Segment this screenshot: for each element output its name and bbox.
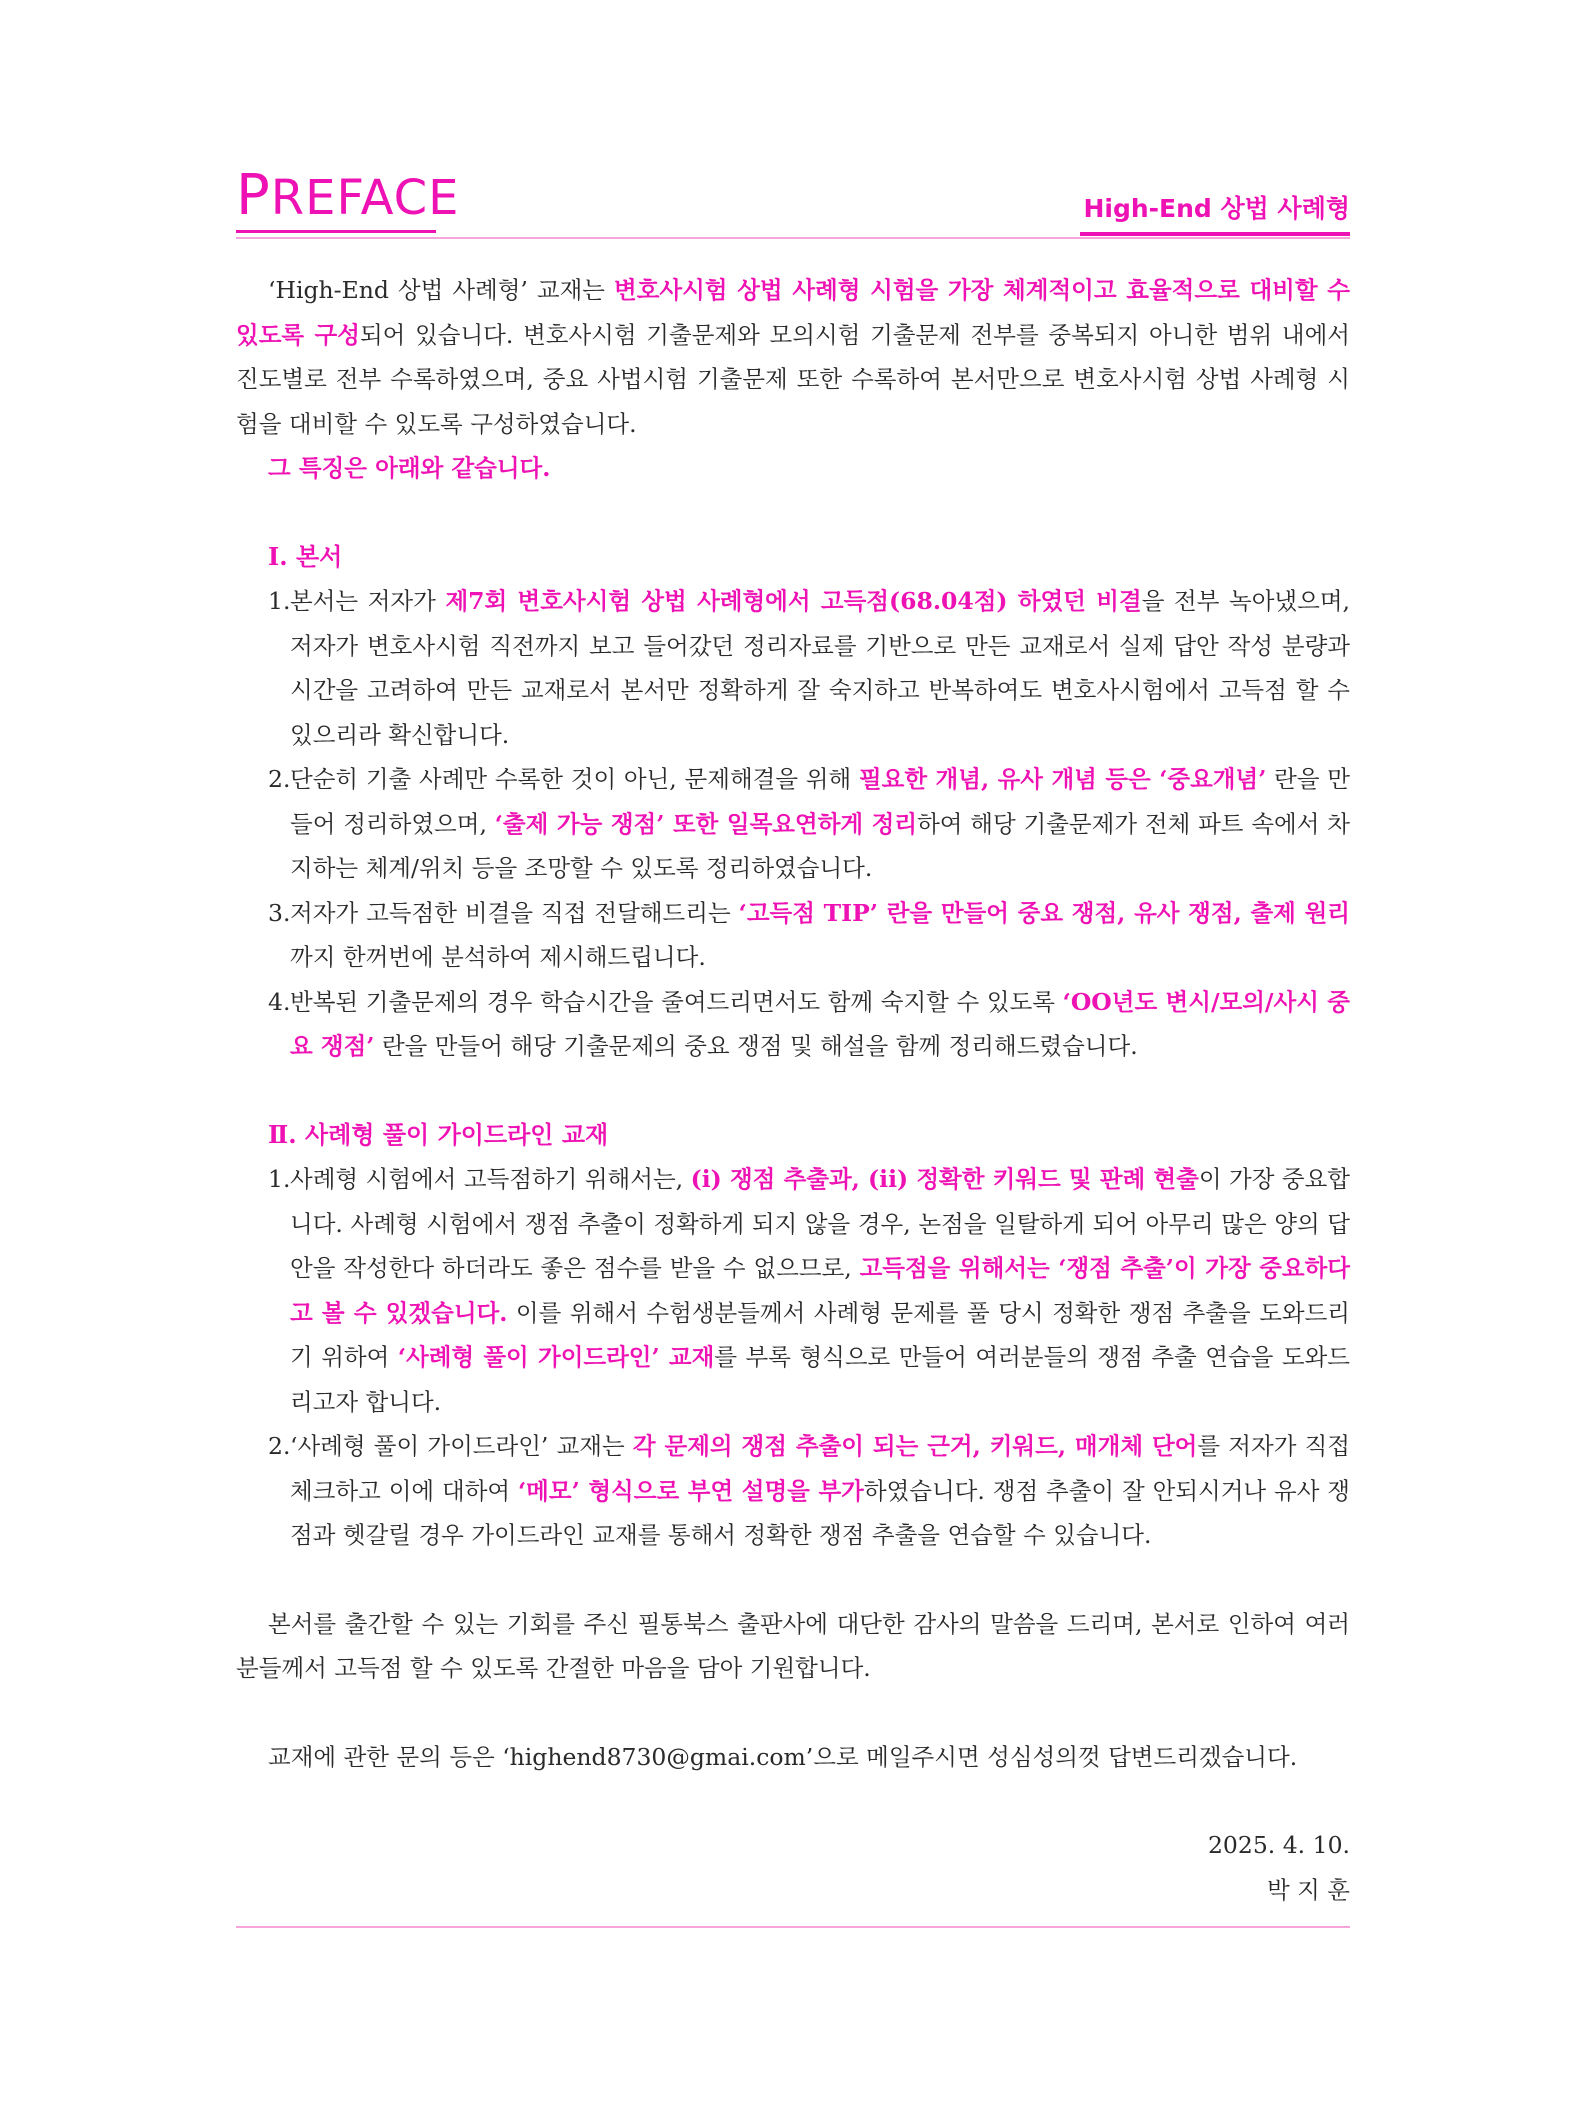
- item-text: 란을 만들어 해당 기출문제의 중요 쟁점 및 해설을 함께 정리해드렸습니다.: [374, 1032, 1138, 1060]
- preface-body: [236, 268, 1350, 1912]
- footer-divider: [236, 1926, 1350, 1928]
- item-text: 반복된 기출문제의 경우 학습시간을 줄여드리면서도 함께 숙지할 수 있도록: [290, 987, 1063, 1016]
- list-item: [236, 1424, 1350, 1558]
- spacer: [236, 491, 1350, 535]
- list-item: [236, 980, 1350, 1069]
- intro-highlight: 변호사시험 상법 사례형 시험을 가장 체계적이고 효율적으로 대비할 수 있도록 구성: [236, 276, 1350, 349]
- list-item: [236, 891, 1350, 980]
- item-highlight: ‘사례형 풀이 가이드라인’ 교재: [397, 1343, 715, 1371]
- list-item: [236, 579, 1350, 757]
- item-highlight: (i) 쟁점 추출과, (ii) 정확한 키워드 및 판례 현출: [690, 1165, 1199, 1193]
- item-number: 1.: [268, 587, 291, 615]
- page-title-initial: P: [236, 163, 271, 228]
- spacer: [236, 1558, 1350, 1602]
- item-number: 2.: [268, 765, 291, 793]
- item-text: 이 가장 중요합니다. 사례형 시험에서 쟁점 추출이 정확하게 되지 않을 경우, 논점을 일탈하게 되어 아무리 많은 양의 답안을 작성한다 하더라도 좋은 점수를 받을 수 없으므로,: [290, 1165, 1350, 1282]
- item-text: 까지 한꺼번에 분석하여 제시해드립니다.: [290, 943, 706, 971]
- item-number: 3.: [268, 898, 291, 927]
- item-highlight: 고득점을 위해서는 ‘쟁점 추출’이 가장 중요하다고 볼 수 있겠습니다.: [290, 1254, 1350, 1327]
- intro-text: ‘High-End 상법 사례형’ 교재는: [268, 276, 614, 304]
- item-text: 단순히 기출 사례만 수록한 것이 아닌, 문제해결을 위해: [290, 765, 859, 793]
- title-underline: [236, 230, 436, 233]
- intro-paragraph: [236, 268, 1350, 446]
- intro-text: 되어 있습니다. 변호사시험 기출문제와 모의시험 기출문제 전부를 중복되지 아니한 범위 내에서 진도별로 전부 수록하였으며, 중요 사법시험 기출문제 또한 수록하여 본서만으로 변호사시험 상법 사례형 시험을 대비할 수 있도록 구성하였습니다.: [236, 320, 1351, 438]
- page-header: [236, 163, 1350, 240]
- book-title: High-End 상법 사례형: [1083, 194, 1350, 223]
- item-text: 이를 위해서 수험생분들께서 사례형 문제를 풀 당시 정확한 쟁점 추출을 도와드리기 위하여: [290, 1298, 1350, 1371]
- thanks-paragraph: 본서를 출간할 수 있는 기회를 주신 필통북스 출판사에 대단한 감사의 말씀을 드리며, 본서로 인하여 여러분들께서 고득점 할 수 있도록 간절한 마음을 담아 기원합니다.: [236, 1609, 1350, 1682]
- section-heading: Ⅱ. 사례형 풀이 가이드라인 교재: [268, 1119, 609, 1149]
- item-text: 하였습니다. 쟁점 추출이 잘 안되시거나 유사 쟁점과 헷갈릴 경우 가이드라인 교재를 통해서 정확한 쟁점 추출을 연습할 수 있습니다.: [290, 1476, 1351, 1549]
- item-text: 사례형 시험에서 고득점하기 위해서는,: [290, 1165, 691, 1193]
- spacer: [236, 1779, 1350, 1823]
- section-heading: Ⅰ. 본서: [268, 541, 343, 571]
- contact-paragraph: 교재에 관한 문의 등은 ‘highend8730@gmai.com’으로 메일주시면 성심성의껏 답변드리겠습니다.: [268, 1742, 1298, 1771]
- item-text: ‘사례형 풀이 가이드라인’ 교재는: [290, 1432, 633, 1460]
- item-highlight: ‘메모’ 형식으로 부연 설명을 부가: [517, 1476, 864, 1505]
- item-highlight: 각 문제의 쟁점 추출이 되는 근거, 키워드, 매개체 단어: [632, 1432, 1198, 1460]
- item-highlight: 필요한 개념, 유사 개념 등은 ‘중요개념’: [858, 765, 1267, 793]
- item-highlight: 제7회 변호사시험 상법 사례형에서 고득점(68.04점) 하였던 비결: [445, 587, 1142, 615]
- item-highlight: ‘고득점 TIP’ 란을 만들어 중요 쟁점, 유사 쟁점, 출제 원리: [738, 898, 1351, 927]
- item-number: 1.: [268, 1165, 291, 1193]
- author-name: 박 지 훈: [1266, 1875, 1350, 1904]
- book-title-underline: [1080, 232, 1350, 236]
- item-highlight: ‘출제 가능 쟁점’ 또한 일목요연하게 정리: [494, 809, 918, 838]
- spacer: [236, 1069, 1350, 1113]
- item-number: 4.: [268, 987, 291, 1016]
- item-text: 를 부록 형식으로 만들어 여러분들의 쟁점 추출 연습을 도와드리고자 합니다.: [290, 1343, 1350, 1416]
- page-title-rest: REFACE: [270, 170, 460, 226]
- date: 2025. 4. 10.: [1207, 1831, 1350, 1859]
- item-text: 를 저자가 직접 체크하고 이에 대하여: [290, 1432, 1351, 1505]
- item-highlight: ‘OO년도 변시/모의/사시 중요 쟁점’: [290, 987, 1350, 1060]
- list-item: [236, 1157, 1350, 1424]
- page-title: [236, 163, 460, 228]
- item-text: 을 전부 녹아냈으며, 저자가 변호사시험 직전까지 보고 들어갔던 정리자료를 기반으로 만든 교재로서 실제 답안 작성 분량과 시간을 고려하여 만든 교재로서 본서만 정확하게 잘 숙지하고 반복하여도 변호사시험에서 고득점 할 수 있으리라 확신합니다.: [290, 587, 1350, 749]
- item-number: 2.: [268, 1432, 291, 1460]
- item-text: 란을 만들어 정리하였으며,: [290, 765, 1351, 838]
- list-item: [236, 757, 1350, 891]
- item-text: 저자가 고득점한 비결을 직접 전달해드리는: [290, 898, 739, 927]
- spacer: [236, 1691, 1350, 1735]
- item-text: 하여 해당 기출문제가 전체 파트 속에서 차지하는 체계/위치 등을 조망할 수 있도록 정리하였습니다.: [290, 809, 1350, 882]
- header-divider: [236, 237, 1350, 239]
- features-lead: 그 특징은 아래와 같습니다.: [268, 454, 551, 482]
- item-text: 본서는 저자가: [290, 587, 446, 615]
